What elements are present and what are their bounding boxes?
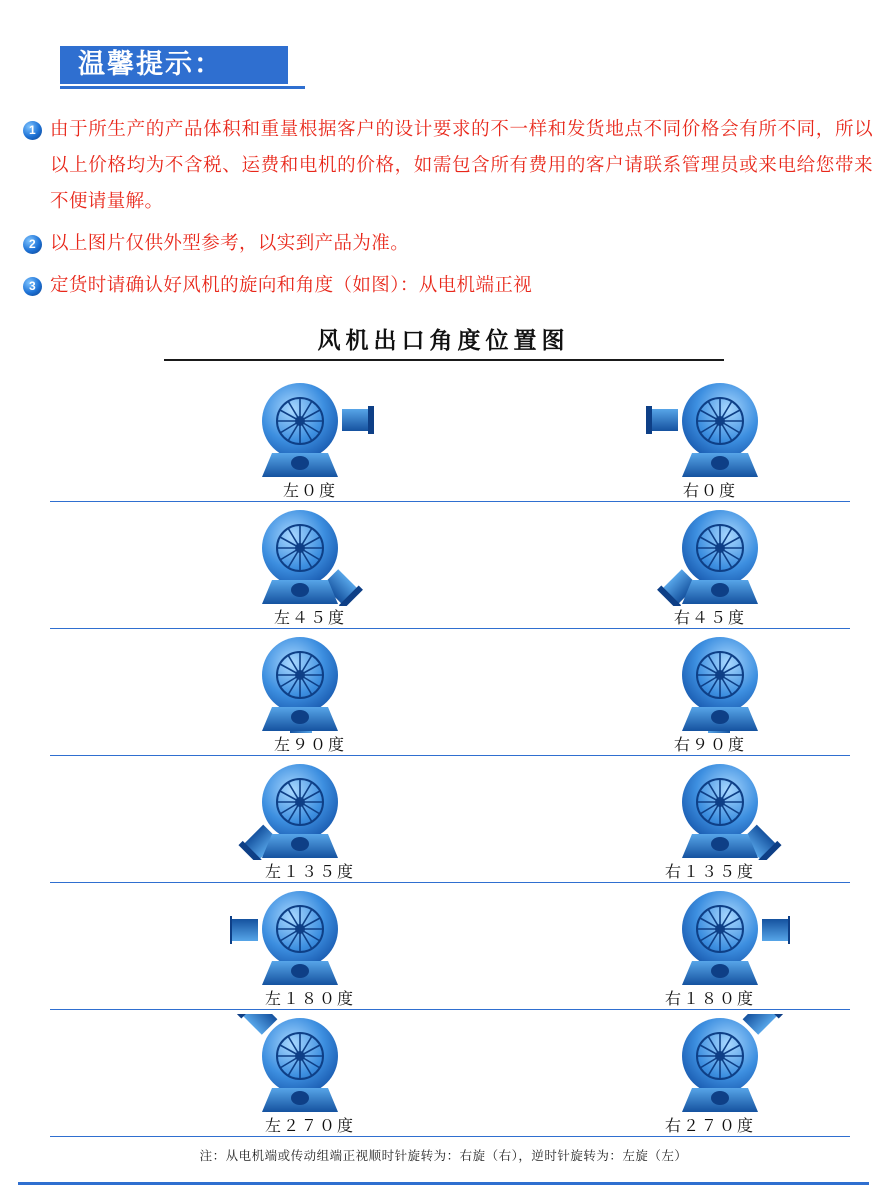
- fan-cell-label: 左９０度: [273, 735, 346, 754]
- tips-banner: [60, 46, 288, 90]
- note-text: 以上图片仅供外型参考，以实到产品为准。: [50, 233, 410, 254]
- fan-angle-diagram: [0, 322, 887, 1137]
- fan-cell-right: [530, 883, 887, 1009]
- fan-illustration: [630, 1014, 790, 1114]
- diagram-row: [50, 756, 850, 883]
- fan-illustration: [230, 1014, 390, 1114]
- fan-cell-label: 左１８０度: [264, 989, 355, 1008]
- diagram-row: [50, 883, 850, 1010]
- note-item: [18, 112, 873, 220]
- fan-cell-right: [530, 756, 887, 882]
- note-text: 定货时请确认好风机的旋向和角度（如图）：从电机端正视: [50, 275, 533, 296]
- diagram-row: [50, 629, 850, 756]
- diagram-footnote: 注：从电机端或传动组端正视顺时针旋转为：右旋（右），逆时针旋转为：左旋（左）: [199, 1148, 688, 1163]
- fan-cell-label: 左０度: [282, 481, 337, 500]
- fan-cell-left: [130, 375, 490, 501]
- fan-cell-left: [130, 883, 490, 1009]
- diagram-row: [50, 375, 850, 502]
- fan-cell-label: 左２７０度: [264, 1116, 355, 1135]
- fan-cell-right: [530, 1010, 887, 1136]
- fan-illustration: [230, 379, 390, 479]
- diagram-title-rule: [164, 359, 724, 361]
- fan-illustration: [630, 506, 790, 606]
- note-number-badge: 1: [23, 121, 42, 140]
- fan-cell-label: 左１３５度: [264, 862, 355, 881]
- fan-cell-left: [130, 629, 490, 755]
- fan-illustration: [630, 887, 790, 987]
- note-number-badge: 3: [23, 277, 42, 296]
- fan-cell-left: [130, 756, 490, 882]
- note-text: 由于所生产的产品体积和重量根据客户的设计要求的不一样和发货地点不同价格会有所不同，所以以上价格均为不含税、运费和电机的价格，如需包含所有费用的客户请联系管理员或来电给您带来不便请量解。: [50, 119, 873, 212]
- fan-cell-label: 右４５度: [673, 608, 746, 627]
- fan-illustration: [630, 760, 790, 860]
- fan-illustration: [230, 760, 390, 860]
- note-item: [18, 268, 873, 304]
- page-bottom-rule: [18, 1182, 869, 1185]
- fan-illustration: [630, 379, 790, 479]
- notes-list: [18, 112, 873, 310]
- banner-title: 温馨提示：: [78, 49, 223, 80]
- fan-cell-left: [130, 502, 490, 628]
- fan-illustration: [230, 506, 390, 606]
- banner-underline: [60, 86, 305, 89]
- diagram-row: [50, 502, 850, 629]
- diagram-row: [50, 1010, 850, 1137]
- fan-cell-right: [530, 629, 887, 755]
- fan-illustration: [230, 633, 390, 733]
- note-item: [18, 226, 873, 262]
- fan-cell-label: 右１３５度: [664, 862, 755, 881]
- fan-cell-left: [130, 1010, 490, 1136]
- diagram-rows: [50, 375, 850, 1137]
- fan-cell-label: 左４５度: [273, 608, 346, 627]
- fan-cell-label: 右２７０度: [664, 1116, 755, 1135]
- diagram-title: 风机出口角度位置图: [317, 327, 570, 354]
- fan-cell-label: 右０度: [682, 481, 737, 500]
- fan-cell-label: 右９０度: [673, 735, 746, 754]
- fan-illustration: [230, 887, 390, 987]
- fan-illustration: [630, 633, 790, 733]
- fan-cell-label: 右１８０度: [664, 989, 755, 1008]
- note-number-badge: 2: [23, 235, 42, 254]
- fan-cell-right: [530, 502, 887, 628]
- fan-cell-right: [530, 375, 887, 501]
